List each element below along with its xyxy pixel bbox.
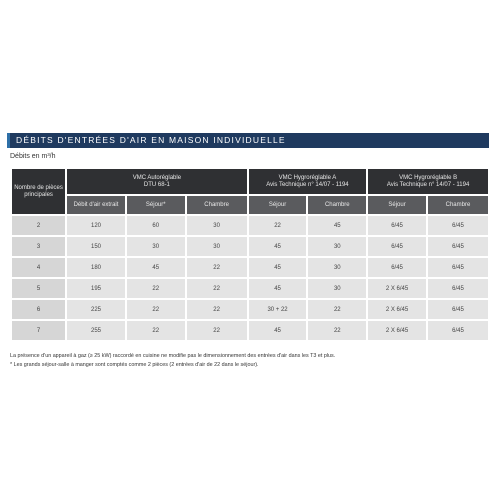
- footnote: * Les grands séjour-salle à manger sont comptés comme 2 pièces (2 entrées d'air de 22 dans le séjour).: [10, 362, 259, 368]
- table-cell: 2 X 6/45: [368, 321, 426, 340]
- table-cell: 22: [127, 279, 185, 298]
- table-cell: 6/45: [428, 237, 488, 256]
- table-cell: 195: [67, 279, 125, 298]
- table-cell: 45: [308, 216, 366, 235]
- group-header-hygro-b: [368, 169, 488, 194]
- subheader-chambre: Chambre: [308, 196, 366, 214]
- table-cell: 6/45: [368, 258, 426, 277]
- row-pieces-cell: 6: [12, 300, 65, 319]
- section-title: DÉBITS D'ENTRÉES D'AIR EN MAISON INDIVIDUELLE: [10, 133, 489, 148]
- table-cell: 150: [67, 237, 125, 256]
- airflow-table: [10, 167, 490, 342]
- table-cell: 45: [127, 258, 185, 277]
- row-pieces-cell: 4: [12, 258, 65, 277]
- row-pieces-cell: 3: [12, 237, 65, 256]
- table-cell: 45: [249, 237, 307, 256]
- section-title-bar: [7, 133, 489, 148]
- table-cell: 6/45: [428, 321, 488, 340]
- table-cell: 2 X 6/45: [368, 279, 426, 298]
- footnote: La présence d'un appareil à gaz (≥ 25 kW) raccordé en cuisine ne modifie pas le dimensionnement des entrées d'air dans les T3 et plus.: [10, 353, 336, 359]
- table-cell: 22: [127, 321, 185, 340]
- table-cell: 225: [67, 300, 125, 319]
- table-cell: 30: [308, 258, 366, 277]
- table-cell: 45: [249, 321, 307, 340]
- table-row: [12, 321, 488, 340]
- table-cell: 6/45: [428, 258, 488, 277]
- subheader-sejour: Séjour*: [127, 196, 185, 214]
- table-row: [12, 216, 488, 235]
- row-pieces-cell: 5: [12, 279, 65, 298]
- table-cell: 30: [187, 237, 247, 256]
- table-cell: 30: [308, 279, 366, 298]
- group-title: VMC Hygroréglable B: [399, 174, 458, 181]
- group-subtitle: DTU 68-1: [143, 181, 170, 188]
- row-pieces-cell: 2: [12, 216, 65, 235]
- group-subtitle: Avis Technique n° 14/07 - 1194: [266, 181, 349, 188]
- table-cell: 2 X 6/45: [368, 300, 426, 319]
- table-cell: 22: [308, 300, 366, 319]
- group-subtitle: Avis Technique n° 14/07 - 1194: [386, 181, 470, 188]
- group-title: VMC Hygroréglable A: [278, 174, 337, 181]
- table-cell: 22: [308, 321, 366, 340]
- subheader-chambre: Chambre: [187, 196, 247, 214]
- footnotes: [10, 352, 490, 370]
- table-row: [12, 237, 488, 256]
- table-cell: 22: [249, 216, 307, 235]
- table-cell: 6/45: [428, 279, 488, 298]
- group-title: VMC Autoréglable: [132, 174, 182, 181]
- table-row: [12, 279, 488, 298]
- group-header-autoreglable: [67, 169, 247, 194]
- unit-label: Débits en m³/h: [10, 153, 56, 160]
- table-cell: 22: [187, 300, 247, 319]
- group-header-hygro-a: [249, 169, 367, 194]
- subheader-chambre: Chambre: [428, 196, 488, 214]
- table-cell: 180: [67, 258, 125, 277]
- subheader-sejour: Séjour: [368, 196, 426, 214]
- table-cell: 6/45: [428, 300, 488, 319]
- table-cell: 6/45: [368, 216, 426, 235]
- table-cell: 30: [187, 216, 247, 235]
- subheader-debit: Débit d'air extrait: [67, 196, 125, 214]
- table-cell: 30: [127, 237, 185, 256]
- table-cell: 45: [249, 279, 307, 298]
- table-cell: 6/45: [428, 216, 488, 235]
- table-row: [12, 258, 488, 277]
- header-pieces: Nombre de pièces principales: [12, 169, 65, 214]
- table-cell: 30 + 22: [249, 300, 307, 319]
- table-cell: 6/45: [368, 237, 426, 256]
- table-cell: 22: [127, 300, 185, 319]
- table-cell: 45: [249, 258, 307, 277]
- table-cell: 120: [67, 216, 125, 235]
- table-cell: 22: [187, 258, 247, 277]
- table-row: [12, 300, 488, 319]
- table-cell: 60: [127, 216, 185, 235]
- table-cell: 255: [67, 321, 125, 340]
- table-cell: 22: [187, 321, 247, 340]
- table-cell: 30: [308, 237, 366, 256]
- table-cell: 22: [187, 279, 247, 298]
- subheader-sejour: Séjour: [249, 196, 307, 214]
- row-pieces-cell: 7: [12, 321, 65, 340]
